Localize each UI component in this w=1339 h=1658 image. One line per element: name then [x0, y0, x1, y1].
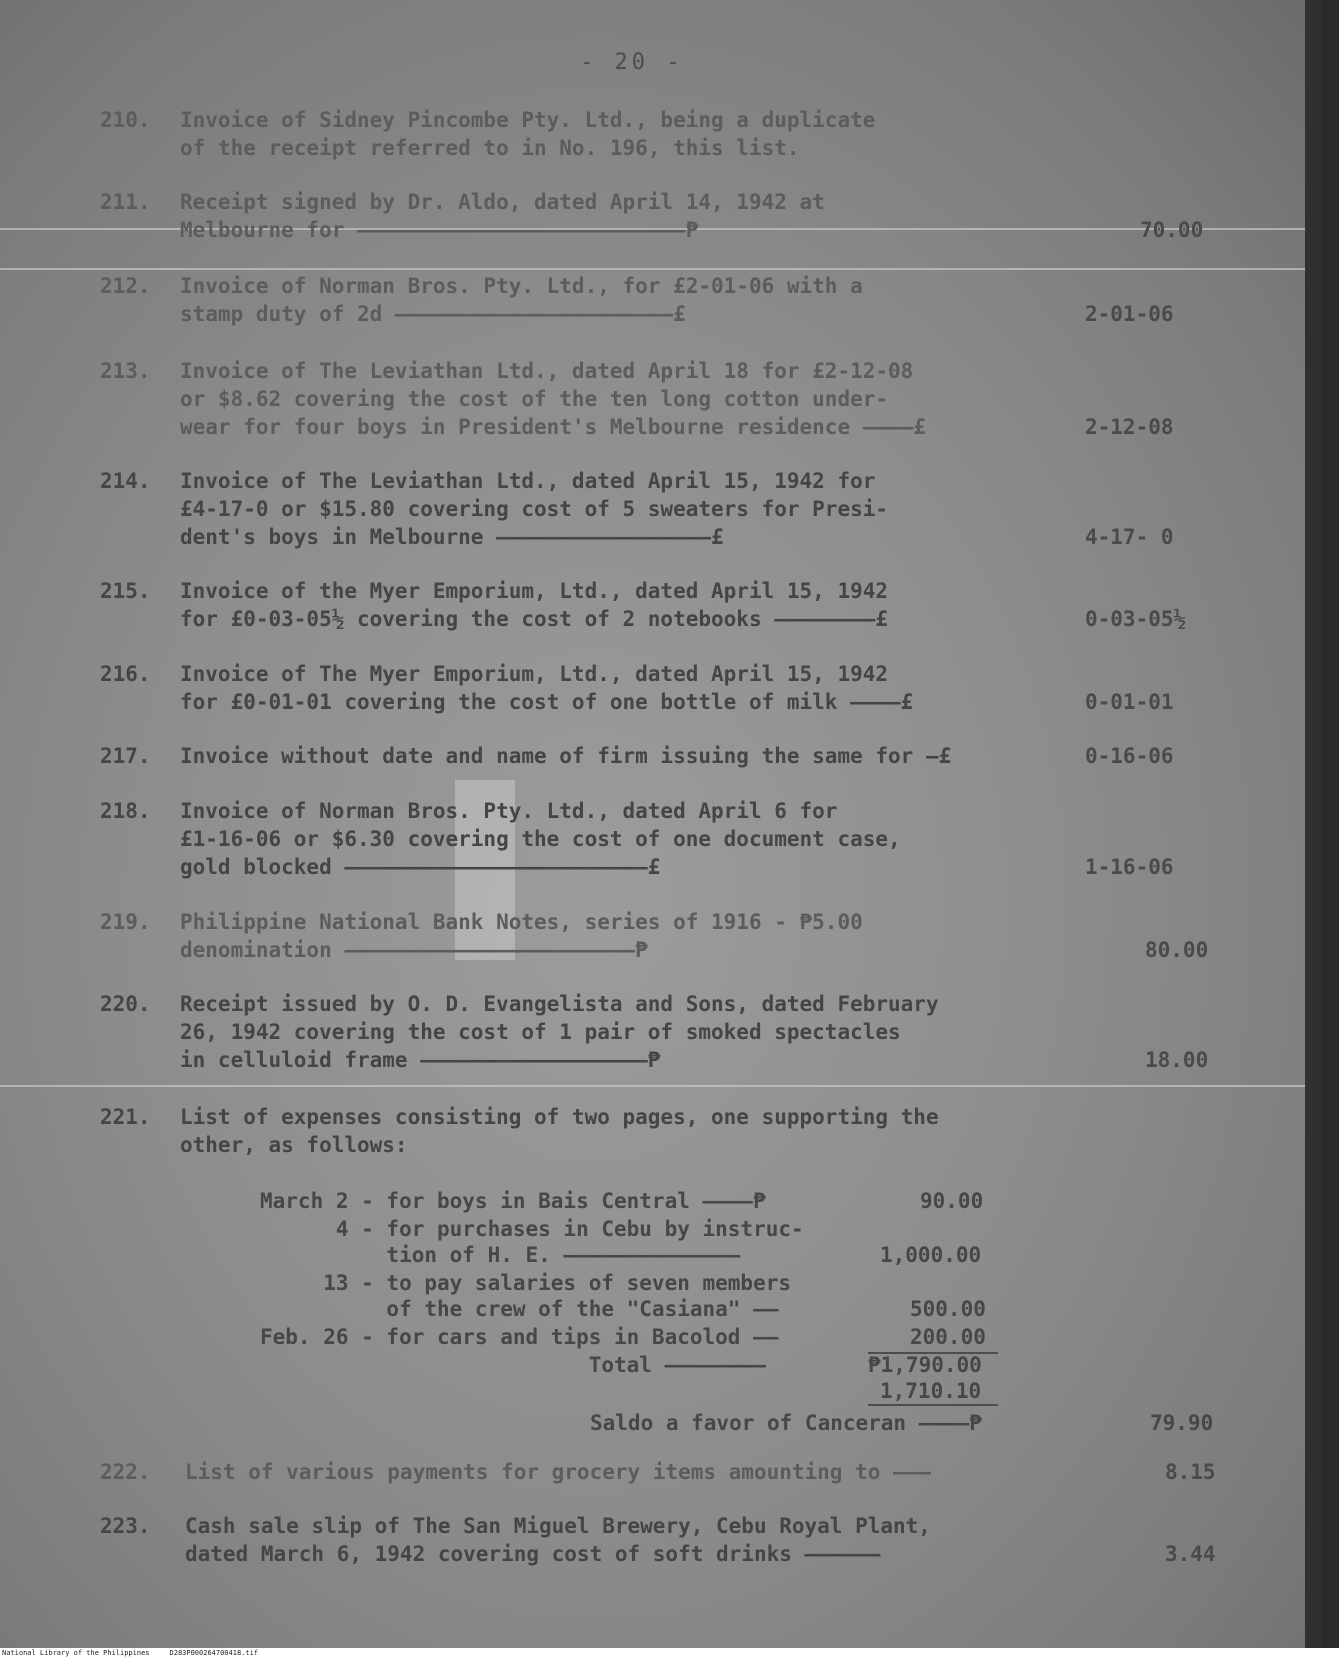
entry-223 — [100, 1512, 1220, 1572]
entry-number: 217. — [100, 744, 151, 768]
expense-amount: 90.00 — [920, 1189, 984, 1213]
entry-line: denomination ———————————————————————₱ — [180, 938, 648, 962]
entry-line: gold blocked ————————————————————————£ — [180, 855, 661, 879]
expense-row: 4 - for purchases in Cebu by instruc- — [260, 1217, 804, 1241]
entry-line: Invoice of The Leviathan Ltd., dated April 15, 1942 for — [180, 469, 876, 493]
entry-line: of the receipt referred to in No. 196, this list. — [180, 136, 800, 160]
entry-number: 222. — [100, 1460, 151, 1484]
entry-line: Melbourne for ——————————————————————————₱ — [180, 218, 699, 242]
entry-amount: 0-01-01 — [1085, 690, 1174, 714]
entry-amount: 80.00 — [1145, 938, 1209, 962]
entry-line: Invoice without date and name of firm issuing the same for —£ — [180, 744, 952, 768]
entry-220 — [100, 990, 1220, 1080]
expense-amount: 200.00 — [910, 1325, 986, 1349]
expense-total-label: Total ———————— — [260, 1353, 766, 1377]
scan-footer — [0, 1648, 1339, 1658]
scan-stripe — [0, 1085, 1322, 1087]
entry-line: dent's boys in Melbourne —————————————————£ — [180, 525, 724, 549]
entry-line: Invoice of Norman Bros. Pty. Ltd., for £2-01-06 with a — [180, 274, 863, 298]
entry-line: List of expenses consisting of two pages, one supporting the — [180, 1105, 939, 1129]
entry-amount: 2-01-06 — [1085, 302, 1174, 326]
expense-row: of the crew of the "Casiana" —— — [260, 1297, 779, 1321]
page-number: - 20 - — [580, 50, 684, 75]
scan-stripe — [0, 268, 1322, 270]
entry-line: stamp duty of 2d ——————————————————————£ — [180, 302, 686, 326]
expense-row: tion of H. E. —————————————— — [260, 1243, 741, 1267]
entry-215 — [100, 577, 1220, 637]
entry-line: wear for four boys in President's Melbourne residence ————£ — [180, 415, 926, 439]
entry-amount: 3.44 — [1165, 1542, 1216, 1566]
entry-amount: 1-16-06 — [1085, 855, 1174, 879]
entry-amount: 4-17- 0 — [1085, 525, 1174, 549]
entry-218 — [100, 797, 1220, 887]
entry-number: 213. — [100, 359, 151, 383]
entry-amount: 2-12-08 — [1085, 415, 1174, 439]
entry-line: 26, 1942 covering the cost of 1 pair of smoked spectacles — [180, 1020, 901, 1044]
footer-library: National Library of the Philippines — [2, 1649, 150, 1657]
entry-line: Receipt signed by Dr. Aldo, dated April 14, 1942 at — [180, 190, 825, 214]
entry-line: Invoice of The Myer Emporium, Ltd., dated April 15, 1942 — [180, 662, 889, 686]
entry-number: 211. — [100, 190, 151, 214]
entry-line: Philippine National Bank Notes, series of 1916 - ₱5.00 — [180, 910, 863, 934]
entry-216 — [100, 660, 1220, 720]
entry-number: 223. — [100, 1514, 151, 1538]
entry-210 — [100, 106, 1200, 166]
entry-amount: 18.00 — [1145, 1048, 1209, 1072]
saldo-amount: 79.90 — [1150, 1411, 1214, 1435]
expense-deduction: 1,710.10 — [880, 1379, 982, 1403]
entry-line: Invoice of Sidney Pincombe Pty. Ltd., being a duplicate — [180, 108, 876, 132]
entry-amount: 0-16-06 — [1085, 744, 1174, 768]
entry-line: dated March 6, 1942 covering cost of soft drinks —————— — [185, 1542, 881, 1566]
entry-line: for £0-03-05½ covering the cost of 2 notebooks ————————£ — [180, 607, 889, 631]
entry-number: 212. — [100, 274, 151, 298]
footer-file: D283P000264700418.tif — [169, 1649, 259, 1657]
saldo-label: Saldo a favor of Canceran ————₱ — [590, 1411, 982, 1435]
entry-number: 210. — [100, 108, 151, 132]
entry-line: Invoice of the Myer Emporium, Ltd., dated April 15, 1942 — [180, 579, 889, 603]
expense-row: March 2 - for boys in Bais Central ————₱ — [260, 1189, 766, 1213]
entry-line: £1-16-06 or $6.30 covering the cost of one document case, — [180, 827, 901, 851]
entry-line: or $8.62 covering the cost of the ten long cotton under- — [180, 387, 889, 411]
entry-number: 220. — [100, 992, 151, 1016]
entry-amount: 70.00 — [1140, 218, 1204, 242]
entry-line: Receipt issued by O. D. Evangelista and Sons, dated February — [180, 992, 939, 1016]
entry-line: in celluloid frame ——————————————————₱ — [180, 1048, 661, 1072]
scan-edge — [1305, 0, 1322, 1648]
entry-line: Invoice of Norman Bros. Pty. Ltd., dated April 6 for — [180, 799, 838, 823]
entry-number: 216. — [100, 662, 151, 686]
entry-line: List of various payments for grocery items amounting to ——— — [185, 1460, 931, 1484]
entry-217 — [100, 742, 1220, 772]
entry-219 — [100, 908, 1220, 968]
total-rule — [868, 1404, 998, 1406]
entry-211 — [100, 188, 1220, 248]
entry-line: £4-17-0 or $15.80 covering cost of 5 sweaters for Presi- — [180, 497, 889, 521]
entry-line: Invoice of The Leviathan Ltd., dated April 18 for £2-12-08 — [180, 359, 914, 383]
entry-213 — [100, 357, 1220, 447]
entry-amount: 8.15 — [1165, 1460, 1216, 1484]
entry-number: 221. — [100, 1105, 151, 1129]
expense-total: ₱1,790.00 — [868, 1353, 982, 1377]
entry-number: 219. — [100, 910, 151, 934]
entry-212 — [100, 272, 1220, 332]
entry-number: 215. — [100, 579, 151, 603]
expense-amount: 1,000.00 — [880, 1243, 982, 1267]
entry-222 — [100, 1458, 1220, 1488]
entry-214 — [100, 467, 1220, 557]
expense-amount: 500.00 — [910, 1297, 986, 1321]
expense-row: 13 - to pay salaries of seven members — [260, 1271, 792, 1295]
entry-line: Cash sale slip of The San Miguel Brewery, Cebu Royal Plant, — [185, 1514, 931, 1538]
entry-number: 218. — [100, 799, 151, 823]
entry-amount: 0-03-05½ — [1085, 607, 1187, 631]
entry-221 — [100, 1103, 1220, 1163]
entry-line: for £0-01-01 covering the cost of one bottle of milk ————£ — [180, 690, 914, 714]
entry-line: other, as follows: — [180, 1133, 408, 1157]
entry-number: 214. — [100, 469, 151, 493]
expense-row: Feb. 26 - for cars and tips in Bacolod —— — [260, 1325, 779, 1349]
